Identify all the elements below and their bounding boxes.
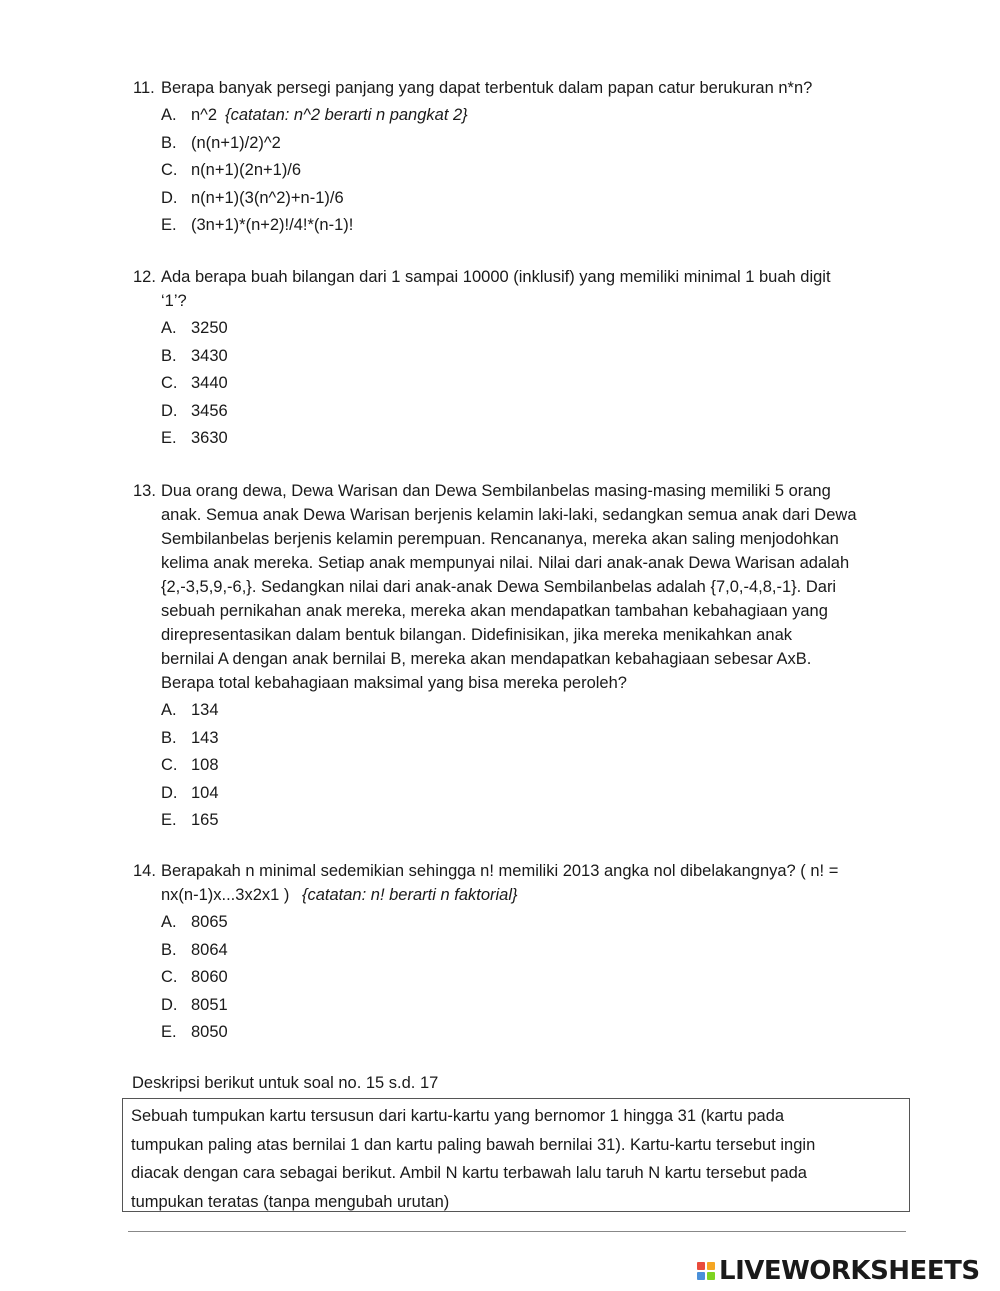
option-list [161, 315, 903, 453]
question-text-line [161, 883, 903, 907]
option-list [161, 102, 903, 240]
description-line: tumpukan teratas (tanpa mengubah urutan) [131, 1192, 450, 1211]
question-12 [133, 265, 903, 453]
option-b[interactable] [161, 130, 903, 158]
option-a[interactable] [161, 315, 903, 343]
option-list [161, 697, 903, 835]
option-letter: A. [161, 913, 177, 931]
option-text: 8050 [191, 1023, 228, 1042]
option-a[interactable] [161, 909, 903, 937]
option-text: n(n+1)(3(n^2)+n-1)/6 [191, 188, 344, 207]
question-text [161, 479, 903, 695]
question-11 [133, 76, 903, 240]
option-e[interactable] [161, 212, 903, 240]
option-letter: E. [161, 811, 177, 830]
option-e[interactable] [161, 807, 903, 835]
question-text-line: ‘1’? [161, 292, 187, 310]
question-text-line: kelima anak mereka. Setiap anak mempunyai nilai. Nilai dari anak-anak Dewa Warisan adalah [161, 554, 850, 572]
question-text-line: {2,-3,5,9,-6,}. Sedangkan nilai dari anak-anak Dewa Sembilanbelas adalah {7,0,-4,8,-1}. Dari [161, 578, 837, 596]
option-list [161, 909, 903, 1047]
question-text-line: bernilai A dengan anak bernilai B, mereka akan mendapatkan kebahagiaan sebesar AxB. [161, 650, 812, 668]
option-text: 3250 [191, 319, 228, 337]
question-text-line: Berapa total kebahagiaan maksimal yang bisa mereka peroleh? [161, 674, 627, 692]
option-text: 3456 [191, 401, 228, 420]
question-14 [133, 859, 903, 1047]
option-letter: E. [161, 1023, 177, 1042]
question-text: Berapa banyak persegi panjang yang dapat terbentuk dalam papan catur berukuran n*n? [161, 79, 813, 97]
option-letter: C. [161, 756, 178, 775]
option-a[interactable] [161, 697, 903, 725]
option-d[interactable] [161, 185, 903, 213]
option-text: n(n+1)(2n+1)/6 [191, 161, 302, 180]
question-text-part: nx(n-1)x...3x2x1 ) [161, 886, 290, 904]
option-text: 104 [191, 783, 219, 802]
option-letter: C. [161, 968, 178, 987]
option-letter: D. [161, 783, 178, 802]
option-text: 8060 [191, 968, 228, 987]
option-letter: A. [161, 106, 177, 124]
question-13 [133, 479, 903, 835]
option-letter: B. [161, 133, 177, 152]
question-number: 13. [133, 482, 156, 500]
logo-block [697, 1272, 705, 1280]
option-text: 143 [191, 728, 219, 747]
description-label: Deskripsi berikut untuk soal no. 15 s.d. 17 [132, 1074, 439, 1092]
option-e[interactable] [161, 425, 903, 453]
option-b[interactable] [161, 343, 903, 371]
description-line: tumpukan paling atas bernilai 1 dan kartu paling bawah bernilai 31). Kartu-kartu tersebut ingin [131, 1135, 816, 1154]
question-note: {catatan: n! berarti n faktorial} [301, 886, 518, 904]
option-text: 8051 [191, 995, 228, 1014]
option-letter: D. [161, 188, 178, 207]
option-letter: A. [161, 701, 177, 719]
question-number: 11. [133, 79, 155, 97]
logo-blocks-icon [697, 1262, 715, 1280]
question-text-line: Ada berapa buah bilangan dari 1 sampai 10000 (inklusif) yang memiliki minimal 1 buah digit [161, 268, 831, 286]
question-text-line: sebuah pernikahan anak mereka, mereka akan mendapatkan tambahan kebahagiaan yang [161, 602, 828, 620]
description-line: Sebuah tumpukan kartu tersusun dari kartu-kartu yang bernomor 1 hingga 31 (kartu pada [131, 1107, 785, 1125]
question-text [161, 265, 903, 313]
question-text-line: Dua orang dewa, Dewa Warisan dan Dewa Sembilanbelas masing-masing memiliki 5 orang [161, 482, 831, 500]
option-text: n^2 [191, 106, 218, 124]
logo-text: LIVEWORKSHEETS [719, 1256, 980, 1286]
logo-block [707, 1272, 715, 1280]
description-box [122, 1098, 910, 1212]
option-b[interactable] [161, 937, 903, 965]
option-text: 134 [191, 701, 219, 719]
option-letter: E. [161, 429, 177, 448]
question-text-line: Berapakah n minimal sedemikian sehingga n! memiliki 2013 angka nol dibelakangnya? ( n! = [161, 862, 839, 880]
option-a[interactable] [161, 102, 903, 130]
question-number: 12. [133, 268, 156, 286]
option-text: 3630 [191, 429, 228, 448]
option-letter: B. [161, 728, 177, 747]
option-note: {catatan: n^2 berarti n pangkat 2} [225, 106, 468, 124]
option-text: 8064 [191, 940, 228, 959]
option-letter: D. [161, 995, 178, 1014]
question-text [161, 859, 903, 907]
option-d[interactable] [161, 398, 903, 426]
footer-divider [128, 1231, 906, 1232]
option-text: 165 [191, 811, 219, 830]
option-letter: E. [161, 216, 177, 235]
logo-block [697, 1262, 705, 1270]
question-text-line: anak. Semua anak Dewa Warisan berjenis kelamin laki-laki, sedangkan semua anak dari Dewa [161, 506, 857, 524]
option-c[interactable] [161, 157, 903, 185]
liveworksheets-logo [697, 1256, 980, 1286]
option-d[interactable] [161, 780, 903, 808]
option-letter: C. [161, 161, 178, 180]
option-letter: C. [161, 374, 178, 393]
option-text: 8065 [191, 913, 228, 931]
option-letter: D. [161, 401, 178, 420]
question-number: 14. [133, 862, 156, 880]
option-c[interactable] [161, 370, 903, 398]
option-e[interactable] [161, 1019, 903, 1047]
question-text-line: direpresentasikan dalam bentuk bilangan. Didefinisikan, jika mereka menikahkan anak [161, 626, 793, 644]
logo-block [707, 1262, 715, 1270]
option-letter: A. [161, 319, 177, 337]
description-line: diacak dengan cara sebagai berikut. Ambil N kartu terbawah lalu taruh N kartu tersebut pada [131, 1164, 807, 1182]
option-c[interactable] [161, 964, 903, 992]
option-text: 108 [191, 756, 219, 775]
option-text: (3n+1)*(n+2)!/4!*(n-1)! [191, 216, 354, 235]
option-text: 3440 [191, 374, 228, 393]
option-d[interactable] [161, 992, 903, 1020]
option-c[interactable] [161, 752, 903, 780]
option-letter: B. [161, 940, 177, 959]
option-text: 3430 [191, 346, 228, 365]
option-b[interactable] [161, 725, 903, 753]
option-text: (n(n+1)/2)^2 [191, 133, 281, 152]
option-letter: B. [161, 346, 177, 365]
question-text-line: Sembilanbelas berjenis kelamin perempuan. Rencananya, mereka akan saling menjodohkan [161, 530, 839, 548]
